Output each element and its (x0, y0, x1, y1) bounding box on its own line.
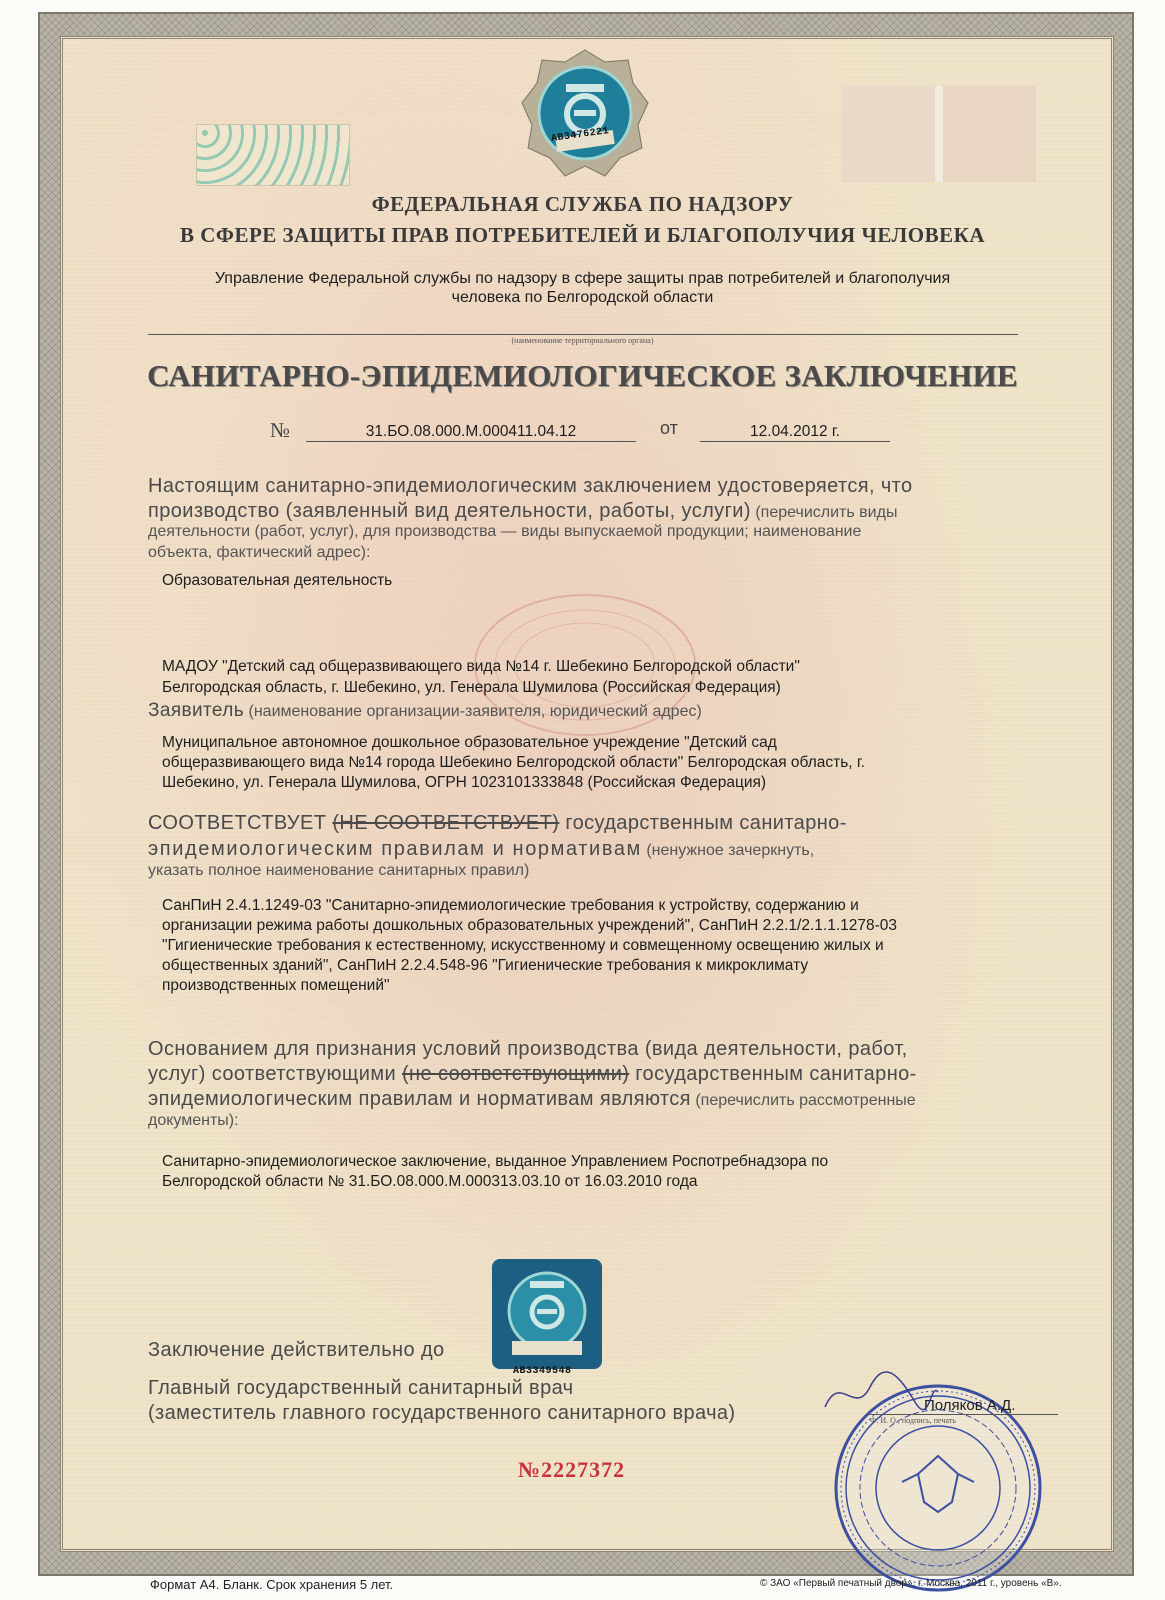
basis-line-1: Основанием для признания условий производства (вида деятельности, работ, (148, 1038, 908, 1060)
applicant-line-3: Шебекино, ул. Генерала Шумилова, ОГРН 1023101333848 (Российская Федерация) (162, 774, 767, 791)
watermark-patch (842, 86, 1036, 182)
number-label: № (270, 418, 291, 442)
signatory-line-1: Главный государственный санитарный врач (148, 1377, 574, 1399)
object-line-1: МАДОУ "Детский сад общеразвивающего вида №14 г. Шебекино Белгородской области" (162, 658, 800, 675)
signatory-caption: Ф. И. О., подпись, печать (870, 1416, 956, 1425)
certificate-date: 12.04.2012 г. (700, 423, 890, 442)
validity-label: Заключение действительно до (148, 1339, 445, 1361)
intro-line-2 (148, 500, 897, 523)
rospotrebnadzor-emblem (520, 48, 650, 178)
signature (820, 1362, 940, 1422)
compliance-rest: государственным санитарно- (559, 812, 847, 834)
compliance-line-1 (148, 812, 847, 835)
rules-line-4: общественных зданий", СанПиН 2.2.4.548-96 "Гигиенические требования к микроклимату (162, 957, 809, 974)
basis-struck: (не соответствующими) (402, 1063, 630, 1085)
intro-line-4: объекта, фактический адрес): (148, 544, 371, 561)
rules-line-2: организации режима работы дошкольных образовательных учреждений", СанПиН 2.2.1/2.1.1.1278-03 (162, 917, 898, 934)
authority-caption: (наименование территориального органа) (511, 336, 654, 345)
date-from-label: от (660, 418, 678, 438)
hologram-sticker (492, 1259, 602, 1369)
agency-line-1: ФЕДЕРАЛЬНАЯ СЛУЖБА ПО НАДЗОРУ (371, 192, 794, 216)
intro-line-2-main: производство (заявленный вид деятельности, работы, услуги) (148, 500, 751, 522)
rules-line-5: производственных помещений" (162, 977, 390, 994)
applicant-line-1: Муниципальное автономное дошкольное образовательное учреждение "Детский сад (162, 734, 777, 751)
signatory-name: Поляков А.Д. (924, 1397, 1016, 1414)
applicant-heading (148, 700, 702, 722)
compliance-word: СООТВЕТСТВУЕТ (148, 812, 333, 834)
footer-format-note: Формат А4. Бланк. Срок хранения 5 лет. (150, 1577, 394, 1592)
basis-line-2-b: государственным санитарно- (629, 1063, 917, 1085)
hologram-code: АВ3476221 (550, 125, 610, 146)
rules-line-1: СанПиН 2.4.1.1249-03 "Санитарно-эпидемиологические требования к устройству, содержанию и (162, 897, 859, 914)
signatory-line-2: (заместитель главного государственного санитарного врача) (148, 1402, 736, 1424)
authority-line-2: человека по Белгородской области (451, 289, 714, 306)
object-line-2: Белгородская область, г. Шебекино, ул. Генерала Шумилова (Российская Федерация) (162, 679, 781, 696)
certificate-number: 31.БО.08.000.М.000411.04.12 (306, 423, 636, 442)
applicant-line-2: общеразвивающего вида №14 города Шебекино Белгородской области" Белгородская область, г. (162, 754, 865, 771)
documents-line-2: Белгородской области № 31.БО.08.000.М.000313.03.10 от 16.03.2010 года (162, 1173, 698, 1190)
hologram-sticker-code: АВ3349548 (513, 1366, 572, 1377)
intro-line-2-note: (перечислить виды (750, 504, 898, 521)
basis-line-4: документы): (148, 1112, 239, 1129)
activity-type: Образовательная деятельность (162, 572, 393, 589)
basis-line-3-note: (перечислить рассмотренные (690, 1092, 916, 1109)
agency-line-2: В СФЕРЕ ЗАЩИТЫ ПРАВ ПОТРЕБИТЕЛЕЙ И БЛАГОПОЛУЧИЯ ЧЕЛОВЕКА (180, 223, 985, 247)
rules-line-3: "Гигиенические требования к естественному, искусственному и совмещенному освещению жилых и (162, 937, 884, 954)
intro-line-3: деятельности (работ, услуг), для производства — виды выпускаемой продукции; наименование (148, 523, 862, 540)
compliance-line-2-note: (ненужное зачеркнуть, (641, 842, 815, 859)
authority-rule (148, 334, 1018, 335)
documents-line-1: Санитарно-эпидемиологическое заключение, выданное Управлением Роспотребнадзора по (162, 1153, 829, 1170)
hologram-strip (196, 124, 350, 186)
footer-printer-note: © ЗАО «Первый печатный двор», г. Москва, 2011 г., уровень «В». (760, 1578, 1062, 1589)
compliance-struck: (НЕ СООТВЕТСТВУЕТ) (332, 812, 560, 834)
basis-line-3-main: эпидемиологическим правилам и нормативам являются (148, 1088, 691, 1110)
basis-line-2-a: услуг) соответствующими (148, 1063, 402, 1085)
compliance-line-3: указать полное наименование санитарных правил) (148, 862, 530, 879)
compliance-line-2 (148, 838, 814, 861)
authority-line-1: Управление Федеральной службы по надзору в сфере защиты прав потребителей и благополучия (214, 270, 951, 287)
basis-line-2 (148, 1063, 917, 1086)
compliance-line-2-main: эпидемиологическим правилам и нормативам (148, 838, 642, 860)
basis-line-3 (148, 1088, 916, 1111)
applicant-label: Заявитель (148, 700, 245, 721)
intro-line-1: Настоящим санитарно-эпидемиологическим заключением удостоверяется, что (148, 475, 913, 497)
document-title: САНИТАРНО-ЭПИДЕМИОЛОГИЧЕСКОЕ ЗАКЛЮЧЕНИЕ (147, 358, 1018, 393)
form-serial-number: №2227372 (518, 1457, 626, 1482)
applicant-note: (наименование организации-заявителя, юридический адрес) (244, 703, 702, 720)
